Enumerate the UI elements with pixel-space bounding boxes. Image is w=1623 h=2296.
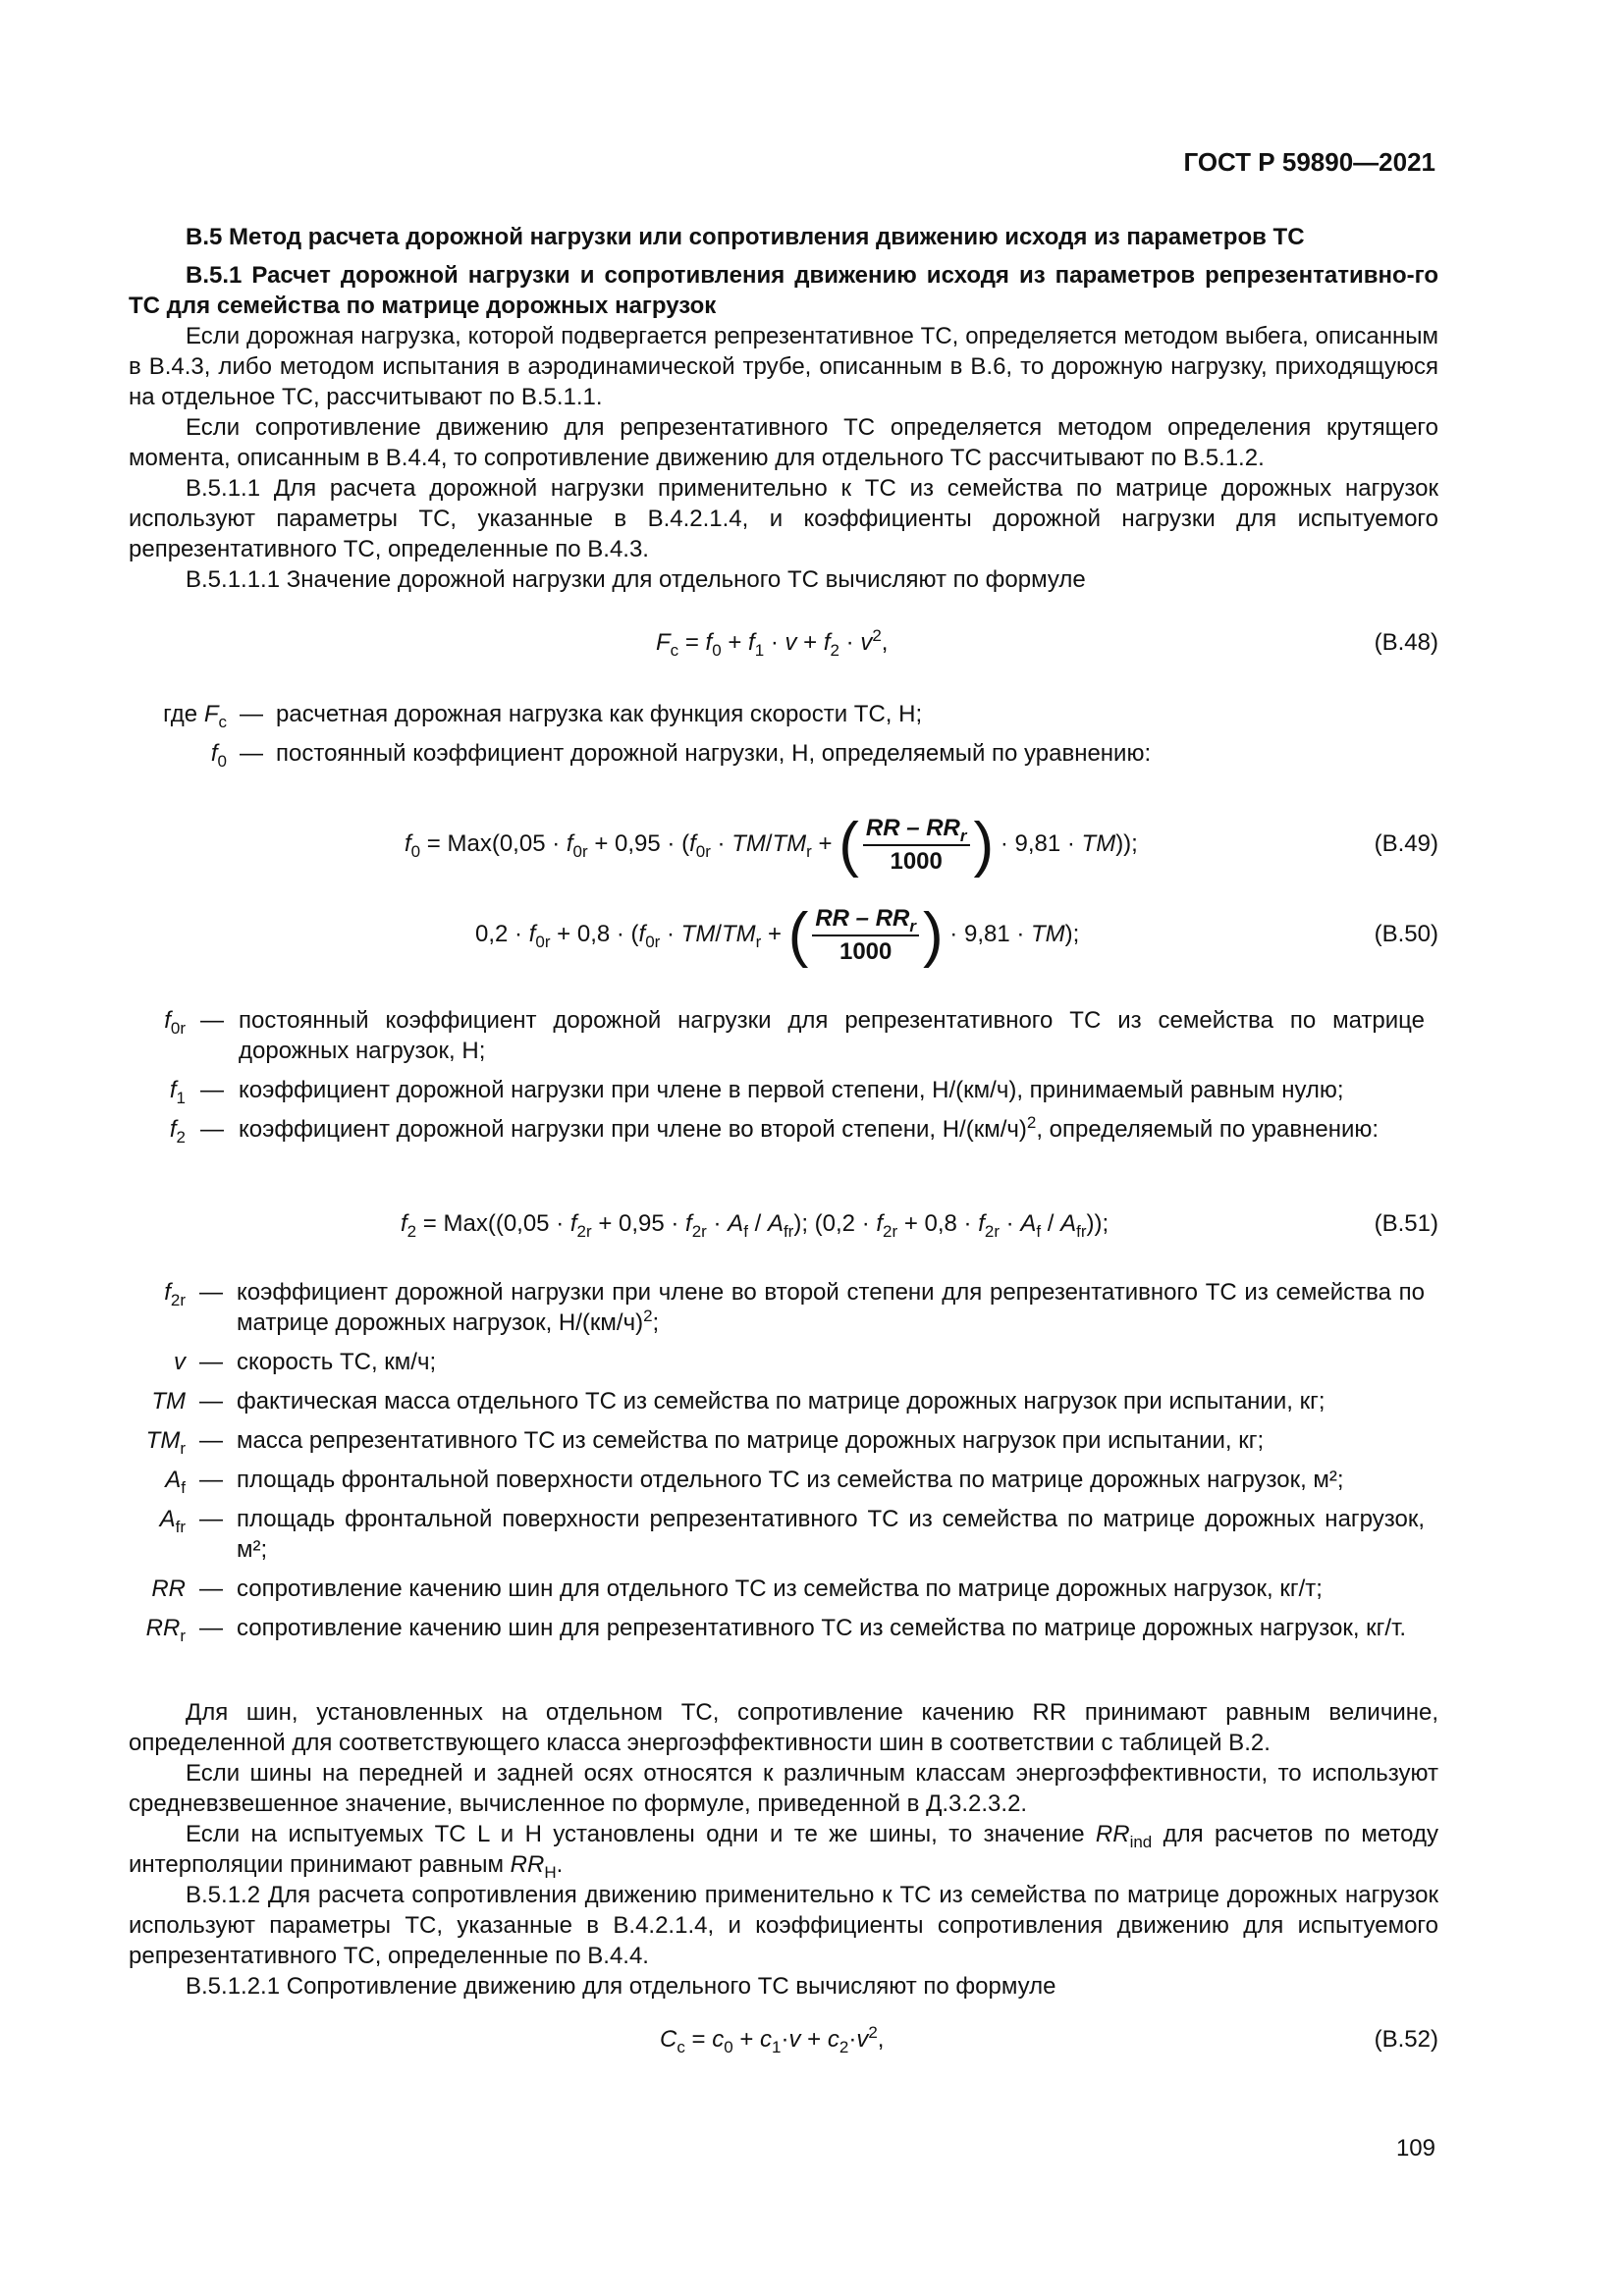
definition-row: $f_{0r}$ — постоянный коэффициент дорожной нагрузки для репрезентативного ТС из семейства по матрице дорожных нагрузок, Н; xyxy=(129,1005,1425,1066)
definition-text: расчетная дорожная нагрузка как функция скорости ТС, Н; xyxy=(276,701,923,727)
definition-text: постоянный коэффициент дорожной нагрузки для репрезентативного ТС из семейства по матрице дорожных нагрузок, Н; xyxy=(239,1007,1425,1064)
formula-b49-expression: $f_0 = Max(0,05 \cdot f_{0r} + 0,95 \cdot (f_{0r} \cdot TM/TM_r$ + ( RR – $RR_r$ 1000 ) · 9,81 · TM)); xyxy=(405,810,1138,879)
definition-row: $RR_r$ — сопротивление качению шин для репрезентативного ТС из семейства по матрице дорожных нагрузок, кг/т. xyxy=(129,1613,1425,1643)
definitions-f xyxy=(129,1005,1425,1153)
paragraph: В.5.1.1.1 Значение дорожной нагрузки для отдельного ТС вычисляют по формуле xyxy=(186,566,1086,593)
definition-text: скорость ТС, км/ч; xyxy=(237,1349,437,1375)
formula-b51 xyxy=(129,1195,1438,1254)
definition-text: площадь фронтальной поверхности репрезентативного ТС из семейства по матрице дорожных нагрузок, м²; xyxy=(237,1506,1425,1563)
section-b5-block xyxy=(129,222,1438,595)
definition-text: масса репрезентативного ТС из семейства по матрице дорожных нагрузок при испытании, кг; xyxy=(237,1427,1265,1454)
definition-text: коэффициент дорожной нагрузки при члене во второй степени, $Н/(км/ч)^2$, определяемый по уравнению: xyxy=(239,1113,1380,1143)
definition-row: RR — сопротивление качению шин для отдельного ТС из семейства по матрице дорожных нагрузок, кг/т; xyxy=(129,1574,1425,1604)
definition-symbol: $f_1$ xyxy=(169,1077,186,1107)
formula-number: (В.48) xyxy=(1374,629,1438,656)
paragraph: Для шин, установленных на отдельном ТС, сопротивление качению RR принимают равным величине, определенной для соответствующего класса энергоэффективности шин в соответствии с таблицей В.2. xyxy=(129,1699,1438,1756)
definition-symbol: $f_{0r}$ xyxy=(164,1007,186,1038)
definition-symbol: $A_{fr}$ xyxy=(159,1506,186,1536)
closing-block xyxy=(129,1697,1438,2002)
definitions-vars xyxy=(129,1277,1425,1652)
formula-b49 xyxy=(129,800,1438,888)
definition-text: коэффициент дорожной нагрузки при члене во второй степени для репрезентативного ТС из семейства по матрице дорожных нагрузок, $Н/(км/ч)^2$; xyxy=(237,1279,1425,1336)
formula-b50 xyxy=(129,890,1438,979)
definition-row: $f_1$ — коэффициент дорожной нагрузки при члене в первой степени, Н/(км/ч), принимаемый равным нулю; xyxy=(129,1075,1425,1105)
definition-row: $A_f$ — площадь фронтальной поверхности отдельного ТС из семейства по матрице дорожных нагрузок, м²; xyxy=(129,1465,1425,1495)
page-number: 109 xyxy=(1395,2135,1435,2162)
definition-symbol: $f_0$ xyxy=(210,740,227,771)
definition-row: где $F_c$ — расчетная дорожная нагрузка как функция скорости ТС, Н; xyxy=(129,699,1438,729)
definition-row: v — скорость ТС, км/ч; xyxy=(129,1347,1425,1377)
definition-text: фактическая масса отдельного ТС из семейства по матрице дорожных нагрузок при испытании, кг; xyxy=(237,1388,1325,1415)
formula-b52-expression: $C_c = c_0 + c_1\cdot v + c_2\cdot v^2$, xyxy=(660,2023,885,2056)
definition-row: $f_0$ — постоянный коэффициент дорожной нагрузки, Н, определяемый по уравнению: xyxy=(129,738,1438,769)
definition-symbol: $TM_r$ xyxy=(145,1427,186,1458)
standard-header: ГОСТ Р 59890—2021 xyxy=(1183,147,1435,177)
formula-number: (В.51) xyxy=(1374,1210,1438,1237)
formula-b51-expression: $f_2 = Max((0,05 \cdot f_{2r} + 0,95 \cdot f_{2r} \cdot A_f / A_{fr})$; $(0,2 \cdot f_{2r} + 0,8 \cdot f_{2r} \cdot A_f / A_{fr})$); xyxy=(401,1210,1109,1241)
paragraph: Если шины на передней и задней осях относятся к различным классам энергоэффективности, то используют средневзвешенное значение, вычисленное по формуле, приведенной в Д.3.2.3.2. xyxy=(129,1760,1438,1817)
formula-number: (В.49) xyxy=(1374,830,1438,857)
definition-row: $A_{fr}$ — площадь фронтальной поверхности репрезентативного ТС из семейства по матрице дорожных нагрузок, м²; xyxy=(129,1504,1425,1565)
definition-text: постоянный коэффициент дорожной нагрузки, Н, определяемый по уравнению: xyxy=(276,740,1152,767)
definition-symbol: RR xyxy=(151,1575,186,1602)
definition-symbol: TM xyxy=(151,1388,186,1415)
formula-b48-expression: $F_c = f_0 + f_1 \cdot v + f_2 \cdot v^2$, xyxy=(656,626,889,660)
definition-text: сопротивление качению шин для репрезентативного ТС из семейства по матрице дорожных нагрузок, кг/т. xyxy=(237,1615,1407,1641)
definition-symbol: $A_f$ xyxy=(165,1467,186,1497)
formula-b50-expression: $0,2 \cdot f_{0r} + 0,8 \cdot (f_{0r} \cdot TM/TM_r$ + ( RR – $RR_r$ 1000 ) · 9,81 · TM); xyxy=(475,900,1080,969)
definition-row: TM — фактическая масса отдельного ТС из семейства по матрице дорожных нагрузок при испытании, кг; xyxy=(129,1386,1425,1416)
definition-row: $f_{2r}$ — коэффициент дорожной нагрузки при члене во второй степени для репрезентативного ТС из семейства по матрице дорожных нагрузок, $Н/(км/ч)^2$; xyxy=(129,1277,1425,1338)
formula-number: (В.52) xyxy=(1374,2026,1438,2053)
formula-b48 xyxy=(129,614,1438,672)
formula-b52 xyxy=(129,2010,1438,2069)
definition-text: коэффициент дорожной нагрузки при члене в первой степени, Н/(км/ч), принимаемый равным нулю; xyxy=(239,1077,1344,1103)
section-b51-title: В.5.1 Расчет дорожной нагрузки и сопротивления движению исходя из параметров репрезентативно-го ТС для семейства по матрице дорожных нагрузок xyxy=(129,262,1438,319)
paragraph: В.5.1.2 Для расчета сопротивления движению применительно к ТС из семейства по матрице дорожных нагрузок используют параметры ТС, указанные в В.4.2.1.4, и коэффициенты сопротивления движению для испытуемого репрезентативного ТС, определенные по В.4.4. xyxy=(129,1882,1438,1969)
definition-symbol: $RR_r$ xyxy=(145,1615,186,1645)
section-b5-title: В.5 Метод расчета дорожной нагрузки или сопротивления движению исходя из параметров ТС xyxy=(186,224,1305,250)
definition-symbol: где $F_c$ xyxy=(163,701,227,731)
definition-row: $f_2$ — коэффициент дорожной нагрузки при члене во второй степени, $Н/(км/ч)^2$, определяемый по уравнению: xyxy=(129,1114,1425,1145)
definition-symbol: $f_{2r}$ xyxy=(164,1279,186,1309)
definition-symbol: $f_2$ xyxy=(169,1116,186,1147)
paragraph: Если на испытуемых ТС L и H установлены одни и те же шины, то значение $RR_{ind}$ для расчетов по методу интерполяции принимают равным $RR_H$. xyxy=(129,1821,1438,1882)
paragraph: Если сопротивление движению для репрезентативного ТС определяется методом определения крутящего момента, описанным в В.4.4, то сопротивление движению для отдельного ТС рассчитывают по В.5.1.2. xyxy=(129,414,1438,471)
paragraph: Если дорожная нагрузка, которой подвергается репрезентативное ТС, определяется методом выбега, описанным в В.4.3, либо методом испытания в аэродинамической трубе, описанным в В.6, то дорожную нагрузку, приходящуюся на отдельное ТС, рассчитывают по В.5.1.1. xyxy=(129,323,1438,410)
definition-row: $TM_r$ — масса репрезентативного ТС из семейства по матрице дорожных нагрузок при испытании, кг; xyxy=(129,1425,1425,1456)
paragraph: В.5.1.1 Для расчета дорожной нагрузки применительно к ТС из семейства по матрице дорожных нагрузок используют параметры ТС, указанные в В.4.2.1.4, и коэффициенты дорожной нагрузки для испытуемого репрезентативного ТС, определенные по В.4.3. xyxy=(129,475,1438,562)
where-definitions xyxy=(129,699,1438,777)
formula-number: (В.50) xyxy=(1374,921,1438,947)
paragraph: В.5.1.2.1 Сопротивление движению для отдельного ТС вычисляют по формуле xyxy=(186,1973,1056,2000)
definition-text: площадь фронтальной поверхности отдельного ТС из семейства по матрице дорожных нагрузок, м²; xyxy=(237,1467,1344,1493)
definition-symbol: v xyxy=(174,1349,186,1375)
definition-text: сопротивление качению шин для отдельного ТС из семейства по матрице дорожных нагрузок, кг/т; xyxy=(237,1575,1323,1602)
